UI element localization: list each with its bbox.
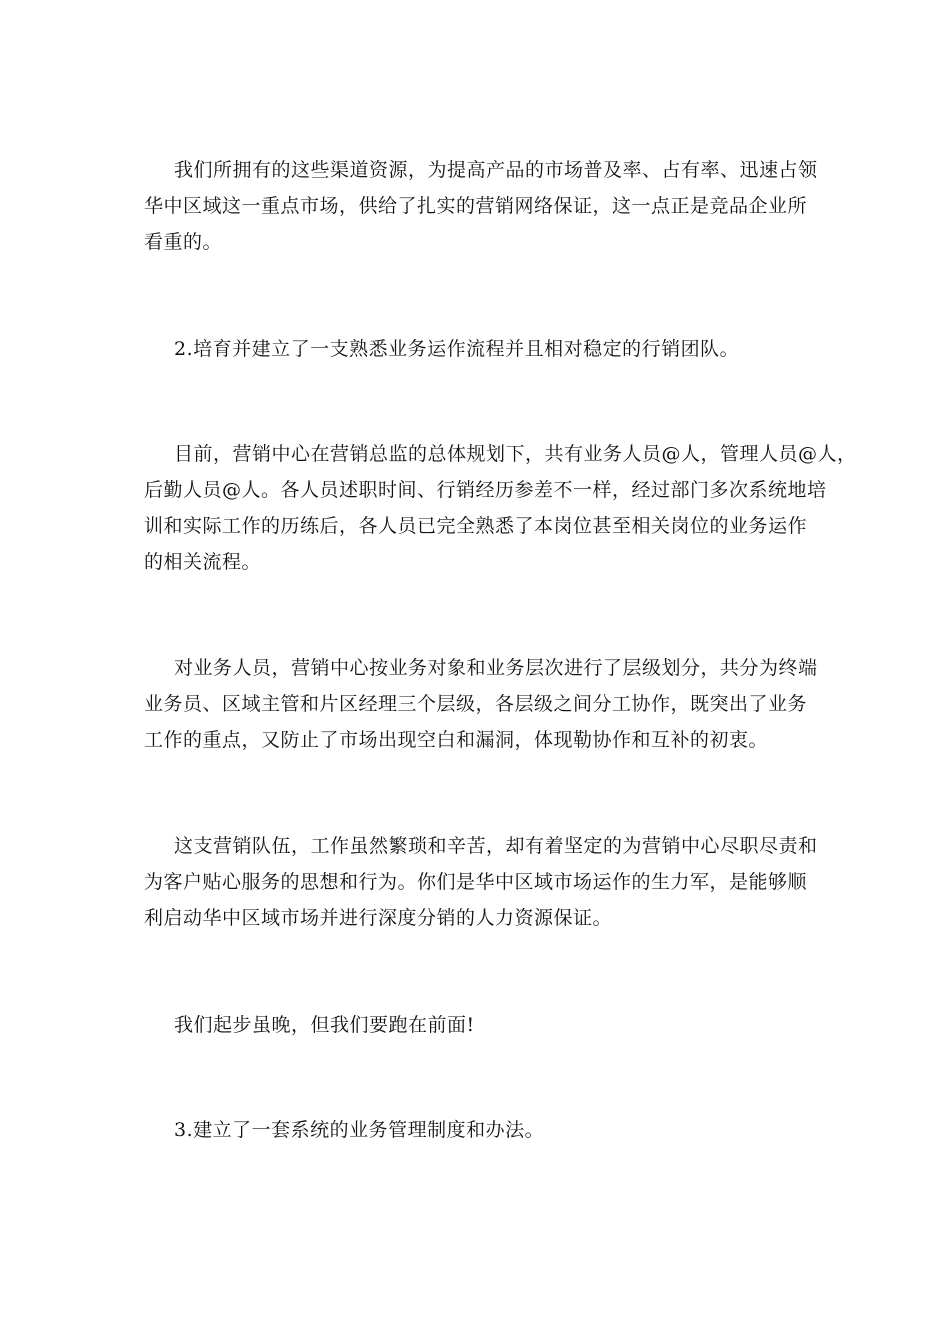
paragraph-line: 工作的重点，又防止了市场出现空白和漏洞，体现勒协作和互补的初衷。	[144, 729, 769, 751]
paragraph-channel-resources	[144, 152, 818, 260]
paragraph-line: 2.培育并建立了一支熟悉业务运作流程并且相对稳定的行销团队。	[174, 338, 740, 360]
paragraph-line: 训和实际工作的历练后，各人员已完全熟悉了本岗位甚至相关岗位的业务运作	[144, 515, 808, 537]
paragraph-motto	[144, 1007, 808, 1043]
paragraph-line: 华中区域这一重点市场，供给了扎实的营销网络保证，这一点正是竞品企业所	[144, 195, 808, 217]
paragraph-heading-system	[144, 1112, 808, 1148]
paragraph-line: 我们起步虽晚，但我们要跑在前面!	[174, 1014, 475, 1036]
paragraph-line: 的相关流程。	[144, 551, 262, 573]
paragraph-line: 我们所拥有的这些渠道资源，为提高产品的市场普及率、占有率、迅速占领	[174, 159, 818, 181]
paragraph-line: 3.建立了一套系统的业务管理制度和办法。	[174, 1119, 545, 1141]
paragraph-staff	[144, 436, 857, 580]
paragraph-team-spirit	[144, 828, 818, 936]
paragraph-line: 目前，营销中心在营销总监的总体规划下，共有业务人员@人，管理人员@人，	[174, 443, 857, 465]
paragraph-line: 业务员、区域主管和片区经理三个层级，各层级之间分工协作，既突出了业务	[144, 693, 808, 715]
paragraph-line: 利启动华中区域市场并进行深度分销的人力资源保证。	[144, 907, 613, 929]
paragraph-line: 看重的。	[144, 231, 223, 253]
paragraph-line: 对业务人员，营销中心按业务对象和业务层次进行了层级划分，共分为终端	[174, 657, 818, 679]
paragraph-line: 这支营销队伍，工作虽然繁琐和辛苦，却有着坚定的为营销中心尽职尽责和	[174, 835, 818, 857]
paragraph-hierarchy	[144, 650, 818, 758]
paragraph-line: 后勤人员@人。各人员述职时间、行销经历参差不一样，经过部门多次系统地培	[144, 479, 827, 501]
paragraph-heading-team	[144, 331, 808, 367]
paragraph-line: 为客户贴心服务的思想和行为。你们是华中区域市场运作的生力军，是能够顺	[144, 871, 808, 893]
